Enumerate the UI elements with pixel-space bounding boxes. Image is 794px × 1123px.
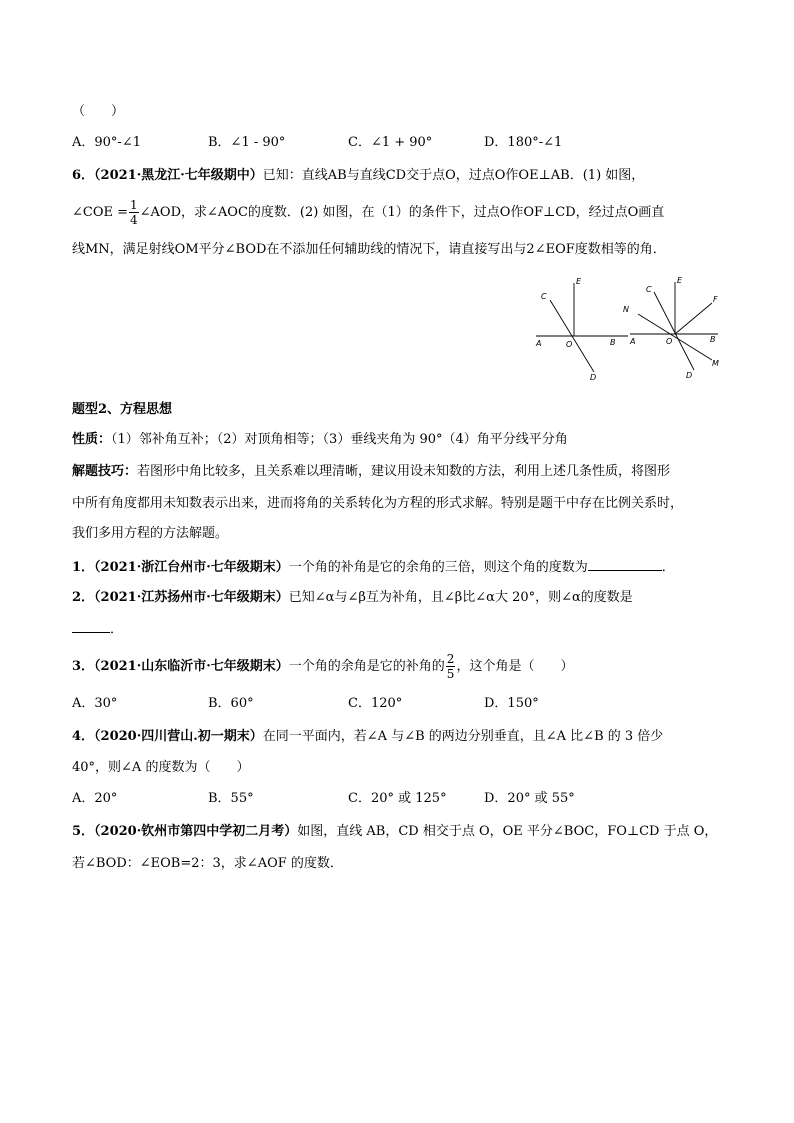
option-b[interactable]: B．55° <box>208 791 254 806</box>
question-3: 3．（2021·山东临沂市·七年级期末）一个角的余角是它的补角的 $\frac{2}{5}$ ，这个角是（ ） <box>72 652 574 681</box>
label-d: D <box>590 373 597 382</box>
label-c: C <box>646 285 652 294</box>
question-6-line-2: ∠COE = $\frac{1}{4}$ ∠AOD，求∠AOC的度数．(2) 如图，在（1）的条件下，过点O作OF⊥CD，经过点O画直 <box>72 198 665 227</box>
label-d: D <box>686 371 693 380</box>
option-a[interactable]: A．30° <box>72 696 118 711</box>
label-c: C <box>541 292 547 301</box>
figure-2-diagram <box>620 270 735 382</box>
answer-blank[interactable] <box>72 618 110 633</box>
option-d[interactable]: D．20° 或 55° <box>484 791 575 806</box>
label-b: B <box>610 338 616 347</box>
question-4-line-1: 4．（2020·四川营山.初一期末）在同一平面内，若∠A 与∠B 的两边分别垂直，且∠A 比∠B 的 3 倍少 <box>72 729 664 744</box>
question-5-line-2: 若∠BOD：∠EOB=2：3，求∠AOF 的度数． <box>72 856 343 871</box>
label-e: E <box>576 277 582 286</box>
question-4-line-2: 40°，则∠A 的度数为（ ） <box>72 760 250 775</box>
question-1: 1．（2021·浙江台州市·七年级期末）一个角的补角是它的余角的三倍，则这个角的度数为 ． <box>72 556 675 578</box>
fraction: $\frac{2}{5}$ <box>446 652 455 681</box>
question-source: （2021·黑龙江·七年级期中） <box>94 168 263 183</box>
option-c[interactable]: C．∠1 + 90° <box>348 135 433 150</box>
option-d[interactable]: D．150° <box>484 696 539 711</box>
option-c[interactable]: C．20° 或 125° <box>348 791 447 806</box>
tips-line-3: 我们多用方程的方法解题。 <box>72 526 229 541</box>
properties-line: 性质：（1）邻补角互补；（2）对顶角相等；（3）垂线夹角为 90°（4）角平分线平分角 <box>72 432 568 447</box>
answer-blank[interactable] <box>588 556 662 571</box>
question-2: 2．（2021·江苏扬州市·七年级期末）已知∠α与∠β互为补角，且∠β比∠α大 20°，则∠α的度数是 <box>72 590 633 605</box>
option-b[interactable]: B．60° <box>208 696 254 711</box>
question-number: 6． <box>72 168 95 183</box>
label-o: O <box>666 337 673 346</box>
answer-paren: （ ） <box>72 104 125 119</box>
question-5-line-1: 5．（2020·钦州市第四中学初二月考）如图，直线 AB，CD 相交于点 O，OE 平分∠BOC，FO⊥CD 于点 O， <box>72 824 718 839</box>
label-n: N <box>623 305 629 314</box>
question-6-line-3: 线MN，满足射线OM平分∠BOD在不添加任何辅助线的情况下，请直接写出与2∠EOF度数相等的角． <box>72 242 666 257</box>
question-2-answer-line: ． <box>72 618 123 640</box>
label-a: A <box>536 339 542 348</box>
label-o: O <box>566 340 573 349</box>
option-a[interactable]: A．20° <box>72 791 118 806</box>
tips-line-1: 解题技巧：若图形中角比较多，且关系难以理清晰，建议用设未知数的方法，利用上述几条性质，将图形 <box>72 464 671 479</box>
section-title: 题型2、方程思想 <box>72 402 173 417</box>
option-d[interactable]: D．180°-∠1 <box>484 135 563 150</box>
label-e: E <box>677 276 683 285</box>
question-text: 已知：直线AB与直线CD交于点O，过点O作OE⊥AB．(1) 如图， <box>262 168 645 183</box>
tips-line-2: 中所有角度都用未知数表示出来，进而将角的关系转化为方程的形式求解。特别是题干中存在比例关系时， <box>72 496 684 511</box>
option-c[interactable]: C．120° <box>348 696 403 711</box>
question-6-line-1 <box>72 166 644 186</box>
label-f: F <box>713 295 718 304</box>
fraction: $\frac{1}{4}$ <box>130 198 138 227</box>
option-b[interactable]: B．∠1 - 90° <box>208 135 286 150</box>
label-m: M <box>712 359 719 368</box>
label-b: B <box>710 335 716 344</box>
label-a: A <box>630 337 636 346</box>
option-a[interactable]: A．90°-∠1 <box>72 135 141 150</box>
